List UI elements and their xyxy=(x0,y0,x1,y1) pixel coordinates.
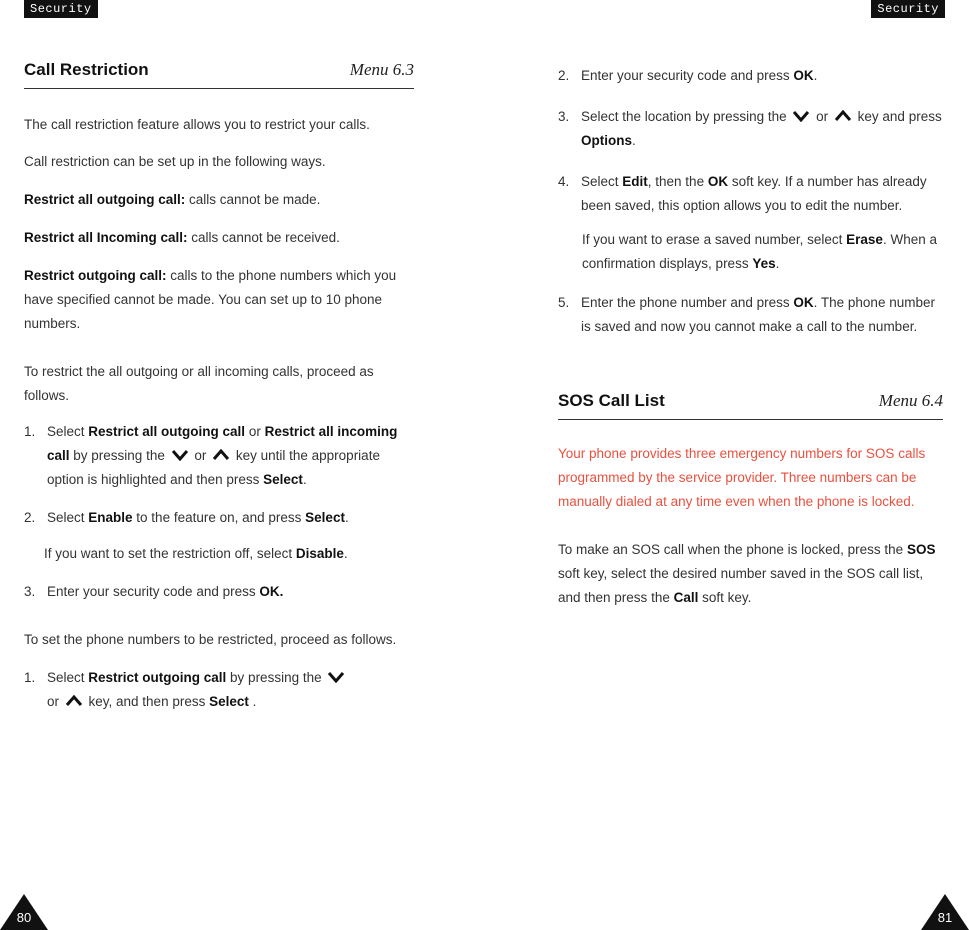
right-step-3: 3. Select the location by pressing the or key and press Options. xyxy=(558,109,942,148)
step-1: 1. Select Restrict all outgoing call or Restrict all incoming call by pressing the or key until the appropriate option is highlighted and then press Select. xyxy=(24,424,398,487)
step-2: 2. Select Enable to the feature on, and press Select. xyxy=(24,510,349,525)
section-title: SOS Call List xyxy=(558,391,665,410)
down-arrow-icon xyxy=(171,449,189,461)
section-tab-left: Security xyxy=(24,0,98,18)
sos-intro: Your phone provides three emergency numbers for SOS calls programmed by the service provider. Three numbers can be manually dialed at any time even when the phone is locked. xyxy=(558,446,926,509)
section-tab-right: Security xyxy=(871,0,945,18)
right-step-2: 2. Enter your security code and press OK. xyxy=(558,68,818,83)
down-arrow-icon xyxy=(792,110,810,122)
call-restriction-heading xyxy=(24,58,414,89)
down-arrow-icon xyxy=(327,671,345,683)
proceed-text-2: To set the phone numbers to be restricted, proceed as follows. xyxy=(24,632,397,647)
setup-text: Call restriction can be set up in the following ways. xyxy=(24,154,326,169)
sos-instructions: To make an SOS call when the phone is locked, press the SOS soft key, select the desired number saved in the SOS call list, and then press the Call soft key. xyxy=(558,542,936,605)
page-title: Call Restriction xyxy=(24,60,149,79)
sos-call-list-heading xyxy=(558,389,943,420)
option-restrict-outgoing: Restrict outgoing call: calls to the phone numbers which you have specified cannot be made. You can set up to 10 phone numbers. xyxy=(24,268,397,331)
page-number-left: 80 xyxy=(16,910,32,925)
erase-note: If you want to erase a saved number, select Erase. When a confirmation displays, press Yes. xyxy=(582,232,937,271)
option-restrict-all-incoming: Restrict all Incoming call: calls cannot be received. xyxy=(24,230,340,245)
up-arrow-icon xyxy=(65,695,83,707)
proceed-text-1: To restrict the all outgoing or all incoming calls, proceed as follows. xyxy=(24,364,374,403)
right-step-5: 5. Enter the phone number and press OK. The phone number is saved and now you cannot make a call to the number. xyxy=(558,295,935,334)
step-3: 3. Enter your security code and press OK. xyxy=(24,584,284,599)
intro-text: The call restriction feature allows you to restrict your calls. xyxy=(24,117,370,132)
right-step-4: 4. Select Edit, then the OK soft key. If a number has already been saved, this option allows you to edit the number. xyxy=(558,174,927,213)
disable-note: If you want to set the restriction off, select Disable. xyxy=(44,546,348,561)
numbers-step-1: 1. Select Restrict outgoing call by pressing the or key, and then press Select . xyxy=(24,666,414,714)
page-number-right: 81 xyxy=(937,910,953,925)
option-restrict-all-outgoing: Restrict all outgoing call: calls cannot be made. xyxy=(24,192,321,207)
menu-number: Menu 6.4 xyxy=(878,391,943,410)
left-column xyxy=(24,58,414,714)
up-arrow-icon xyxy=(212,449,230,461)
right-column xyxy=(558,64,943,610)
menu-number: Menu 6.3 xyxy=(349,60,414,79)
up-arrow-icon xyxy=(834,110,852,122)
